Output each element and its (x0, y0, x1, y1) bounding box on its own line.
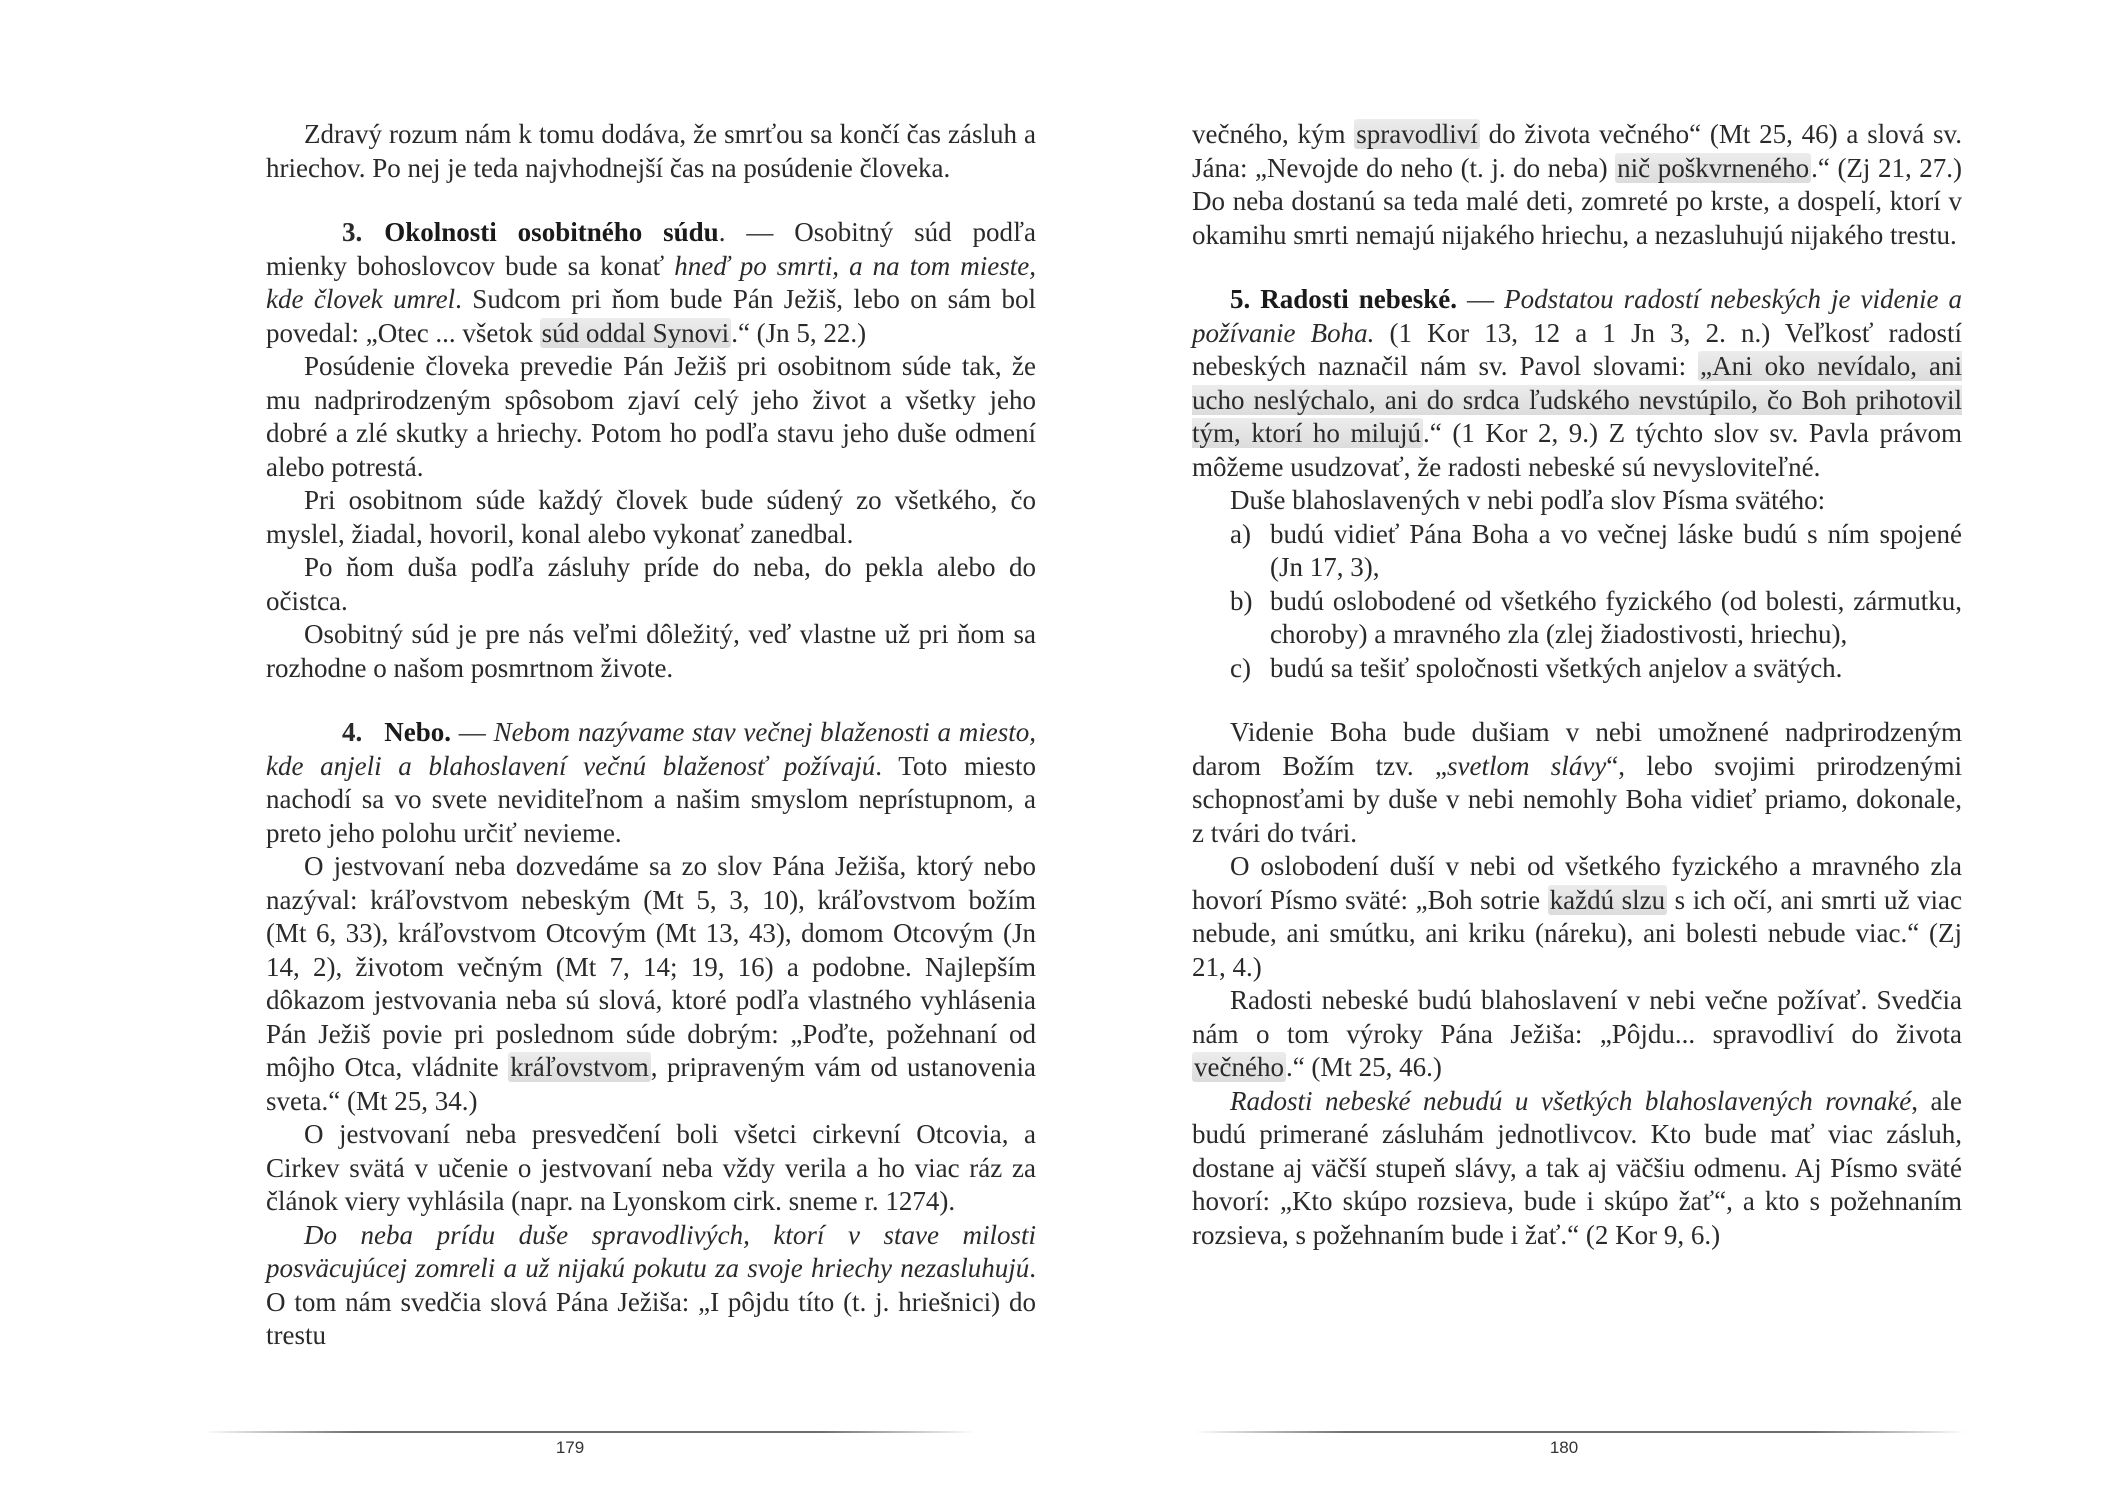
unequal-joys-italic: Radosti nebeské nebudú u všetkých blahoslavených rovnaké (1230, 1085, 1912, 1116)
list-item-label: a) (1230, 518, 1251, 549)
blessed-souls-list (1192, 518, 1962, 686)
section-5-text-1: (1 Kor 13, 12 a 1 Jn 3, 2. n.) Veľkosť radostí nebeských naznačil nám sv. Pavol slovami: (1192, 317, 1962, 381)
heaven-existence-text-1: O jestvovaní neba dozvedáme sa zo slov Pána Ježiša, ktorý nebo nazýval: kráľovstvom nebeským (Mt 5, 3, 10), kráľovstvom božím (Mt 6, 33), kráľovstvom Otcovým (Mt 13, 43), domom Otcovým (Jn 14, 2), životom večným (Mt 7, 14; 19, 16) a podobne. Najlepším dôkazom jestvovania neba sú slová, ktoré podľa vlastného vyhlásenia Pán Ježiš povie pri poslednom súde dobrým: „Poďte, požehnaní od môjho Otca, vládnite (266, 851, 1036, 1082)
section-4-italic: Nebom nazývame stav večnej blaženosti a miesto, kde anjeli a blahoslavení večnú blaženosť požívajú (266, 717, 1036, 781)
eternal-joy-text-2: .“ (Mt 25, 46.) (1285, 1052, 1442, 1082)
list-item-label: c) (1230, 652, 1251, 683)
section-5-italic: Podstatou radostí nebeských je videnie a požívanie Boha. (1192, 284, 1963, 348)
righteous-souls-text: . O tom nám svedčia slová Pána Ježiša: „I pôjdu títo (t. j. hriešnici) do trestu (266, 1253, 1036, 1350)
paragraph-church-fathers: O jestvovaní neba presvedčení boli všetci cirkevní Otcovia, a Cirkev svätá v učenie o jestvovaní neba vždy verila a ho viac ráz za článok viery vyhlásila (napr. na Lyonskom cirk. sneme r. 1274). (266, 1119, 1036, 1216)
section-3-title: Okolnosti osobitného súdu (384, 217, 719, 247)
vision-text-1: Videnie Boha bude dušiam v nebi umožnené nadprirodzeným darom Božím tzv. „ (1192, 717, 1962, 781)
vision-italic: svetlom slávy (1446, 750, 1607, 781)
list-intro: Duše blahoslavených v nebi podľa slov Písma svätého: (1230, 485, 1826, 515)
right-footer-rule (1194, 1431, 1966, 1433)
list-item-text: budú sa tešiť spoločnosti všetkých anjelov a svätých. (1270, 652, 1843, 683)
righteous-souls-italic: Do neba prídu duše spravodlivých, ktorí v stave milosti posväcujúcej zomreli a už nijakú pokutu za svoje hriechy nezasluhujú (266, 1219, 1036, 1283)
section-5-highlight: „Ani oko nevídalo, ani ucho neslýchalo, ani do srdca ľudského nevstúpilo, čo Boh prihotovil tým, ktorí ho milujú (1192, 351, 1962, 448)
continuation-highlight-2: nič poškvrneného (1617, 152, 1810, 183)
section-3-number: 3. (342, 217, 363, 247)
left-page (266, 118, 1036, 1353)
paragraph-righteous-souls (266, 1219, 1036, 1353)
paragraph-vision-of-god (1192, 716, 1962, 850)
list-item-text: budú vidieť Pána Boha a vo večnej láske budú s ním spojené (Jn 17, 3), (1270, 518, 1962, 582)
continuation-text-3: .“ (Zj 21, 27.) Do neba dostanú sa teda malé deti, zomreté po krste, a dospelí, ktorí v okamihu smrti nemajú nijakého hriechu, a nezasluhujú nijakého trestu. (1192, 152, 1962, 250)
list-item (1230, 518, 1962, 585)
section-5-title: 5. Radosti nebeské. (1230, 284, 1458, 314)
paragraph-judgment-3: Po ňom duša podľa zásluhy príde do neba, do pekla alebo do očistca. (266, 552, 1036, 616)
continuation-text-2: do života večného“ (Mt 25, 46) a slová sv. Jána: „Nevojde do neho (t. j. do neba) (1192, 119, 1962, 183)
liberation-text-2: s ich očí, ani smrti už viac nebude, ani smútku, ani kriku (náreku), ani bolesti nebude viac.“ (Zj 21, 4.) (1192, 884, 1962, 982)
continuation-highlight-1: spravodliví (1356, 119, 1478, 149)
paragraph-liberation (1192, 850, 1962, 984)
paragraph-judgment-1: Posúdenie človeka prevedie Pán Ježiš pri osobitnom súde tak, že mu nadprirodzeným spôsobom zjaví celý jeho život a všetky jeho dobré a zlé skutky a hriechy. Potom ho podľa stavu jeho duše odmení alebo potrestá. (266, 351, 1036, 482)
paragraph-unequal-joys (1192, 1085, 1962, 1253)
left-footer-rule (203, 1431, 975, 1433)
section-4-title: Nebo. (384, 717, 451, 747)
eternal-joy-highlight: večného (1194, 1052, 1284, 1082)
section-5-paragraph (1192, 283, 1962, 484)
paragraph-continuation (1192, 118, 1962, 252)
section-3-italic: hneď po smrti, a na tom mieste, kde človek umrel (266, 250, 1037, 314)
page-number-left: 179 (555, 1438, 585, 1457)
liberation-highlight: každú slzu (1549, 884, 1666, 915)
section-5-text-2: .“ (1 Kor 2, 9.) Z týchto slov sv. Pavla právom môžeme usudzovať, že radosti nebeské sú nevysloviteľné. (1192, 418, 1962, 482)
paragraph-heaven-existence (266, 850, 1036, 1118)
continuation-text-1: večného, kým (1192, 119, 1355, 149)
paragraph-judgment-2: Pri osobitnom súde každý človek bude súdený zo všetkého, čo myslel, žiadal, hovoril, konal alebo vykonať zanedbal. (266, 485, 1036, 549)
paragraph-intro: Zdravý rozum nám k tomu dodáva, že smrťou sa končí čas zásluh a hriechov. Po nej je teda najvhodnejší čas na posúdenie človeka. (266, 119, 1036, 183)
paragraph-judgment-4: Osobitný súd je pre nás veľmi dôležitý, veď vlastne už pri ňom sa rozhodne o našom posmrtnom živote. (266, 619, 1036, 683)
unequal-joys-text: , ale budú primerané zásluhám jednotlivcov. Kto bude mať viac zásluh, dostane aj väčší stupeň slávy, a tak aj väčšiu odmenu. Aj Písmo sväté hovorí: „Kto skúpo rozsieva, bude i skúpo žať“, a kto s požehnaním rozsieva, s požehnaním bude i žať.“ (2 Kor 9, 6.) (1192, 1085, 1962, 1250)
section-3-text-3: .“ (Jn 5, 22.) (731, 317, 867, 348)
section-3-text-1: . — Osobitný súd podľa mienky bohoslovcov bude sa konať (266, 217, 1037, 281)
right-page (1192, 118, 1962, 1252)
eternal-joy-text-1: Radosti nebeské budú blahoslavení v nebi večne požívať. Svedčia nám o tom výroky Pána Ježiša: „Pôjdu... spravodliví do života (1192, 985, 1962, 1049)
section-4-paragraph (266, 716, 1036, 850)
section-4-number: 4. (342, 717, 363, 747)
vision-text-2: “, lebo svojimi prirodzenými schopnosťami by duše v nebi nemohly Boha vidieť priamo, dokonale, z tvári do tvári. (1192, 750, 1962, 848)
section-3-text-2: . Sudcom pri ňom bude Pán Ježiš, lebo on sám bol povedal: „Otec ... všetok (266, 284, 1036, 348)
liberation-text-1: O oslobodení duší v nebi od všetkého fyzického a mravného zla hovorí Písmo sväté: „Boh sotrie (1192, 851, 1962, 915)
list-item-label: b) (1230, 585, 1253, 616)
heaven-existence-highlight: kráľovstvom (510, 1052, 649, 1082)
list-item-text: budú oslobodené od všetkého fyzického (od bolesti, zármutku, choroby) a mravného zla (zlej žiadostivosti, hriechu), (1270, 585, 1962, 649)
list-item (1230, 652, 1962, 686)
list-item (1230, 585, 1962, 652)
paragraph-eternal-joy (1192, 984, 1962, 1085)
section-3-paragraph (266, 216, 1036, 350)
section-5-dash: — (1457, 284, 1505, 314)
heaven-existence-text-2: , pripraveným vám od ustanovenia sveta.“ (Mt 25, 34.) (266, 1052, 1036, 1116)
section-3-highlight: súd oddal Synovi (541, 317, 730, 348)
section-4-dash: — (451, 717, 494, 747)
page-number-right: 180 (1549, 1438, 1579, 1457)
section-4-text: . Toto miesto nachodí sa vo svete neviditeľnom a našim smyslom neprístupnom, a preto jeho polohu určiť nevieme. (266, 750, 1037, 848)
